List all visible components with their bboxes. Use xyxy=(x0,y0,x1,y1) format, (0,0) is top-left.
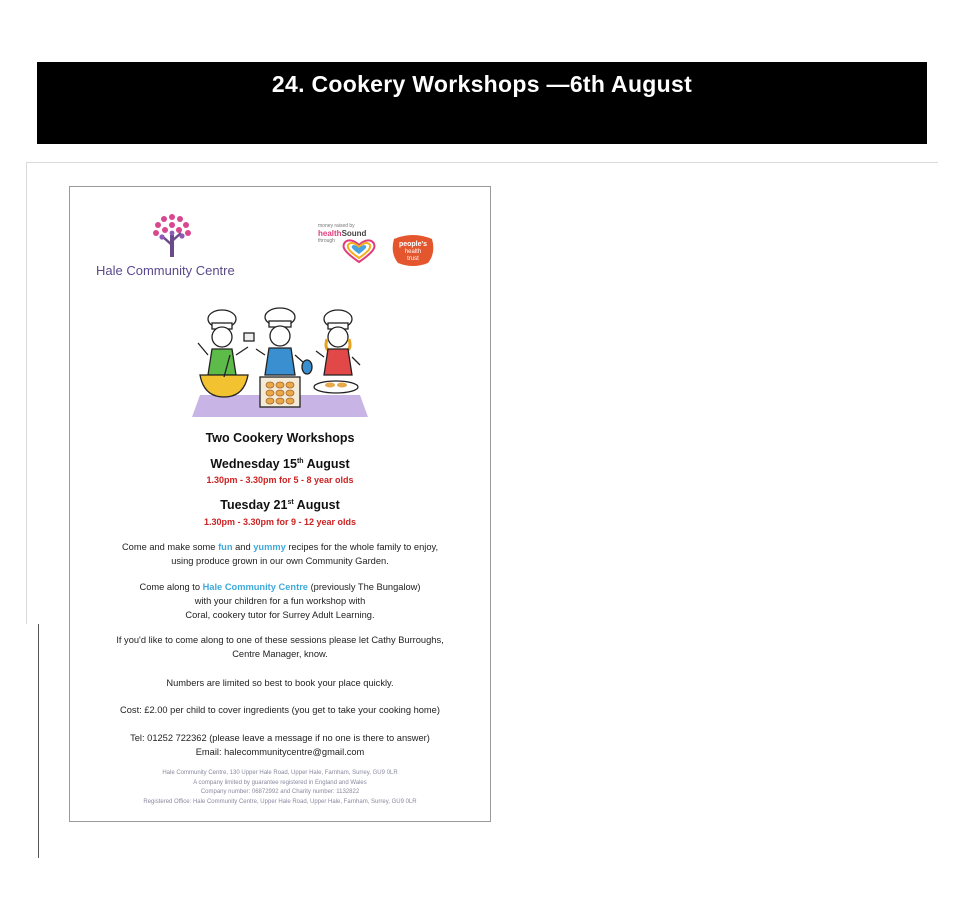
intro-text-c: recipes for the whole family to enjoy, xyxy=(285,542,439,552)
session1-day xyxy=(70,457,490,471)
venue-text-b: (previously The Bungalow) xyxy=(307,582,421,592)
session2-day-suffix: st xyxy=(287,498,294,506)
divider-top xyxy=(26,162,938,163)
sponsor-brand-b: Sound xyxy=(341,229,367,238)
booking-line1: If you'd like to come along to one of these sessions please let Cathy Burroughs, xyxy=(116,635,444,645)
intro-paragraph xyxy=(70,540,490,568)
intro-text-b: and xyxy=(232,542,254,552)
healthsound-logo xyxy=(318,223,380,273)
intro-yummy: yummy xyxy=(253,542,286,552)
chef-child-right xyxy=(316,310,360,375)
sponsor-brand xyxy=(318,229,380,238)
sponsor2-line2: health xyxy=(404,249,422,255)
session2-time: 1.30pm - 3.30pm for 9 - 12 year olds xyxy=(203,517,357,527)
org-name: Hale Community Centre xyxy=(96,263,235,278)
workshops-title: Two Cookery Workshops xyxy=(205,431,355,445)
booking-paragraph xyxy=(70,633,490,661)
cost-text: Cost: £2.00 per child to cover ingredients (you get to take your cooking home) xyxy=(120,705,440,715)
session2-day xyxy=(70,498,490,512)
children-cooking-illustration xyxy=(190,305,370,417)
tree-logo-icon xyxy=(150,211,194,261)
divider-left-lower xyxy=(38,624,39,858)
session1-month: August xyxy=(303,457,350,471)
venue-name: Hale Community Centre xyxy=(202,582,308,592)
sponsor-through: through xyxy=(318,238,335,244)
session1-day-suffix: th xyxy=(296,457,304,465)
venue-line3: Coral, cookery tutor for Surrey Adult Learning. xyxy=(185,610,375,620)
venue-paragraph xyxy=(70,580,490,622)
sponsor-brand-a: health xyxy=(318,229,342,238)
venue-line1 xyxy=(70,580,490,594)
workshop-flyer xyxy=(69,186,491,822)
peoples-health-trust-logo xyxy=(390,233,436,267)
page-title: 24. Cookery Workshops —6th August xyxy=(271,71,693,97)
booking-line2: Centre Manager, know. xyxy=(232,649,328,659)
numbers-limited-text: Numbers are limited so best to book your place quickly. xyxy=(166,678,394,688)
intro-text-a: Come and make some xyxy=(121,542,219,552)
chef-child-middle xyxy=(256,308,312,375)
footer-line2: A company limited by guarantee registered in England and Wales xyxy=(193,779,367,786)
sponsor2-line3: trust xyxy=(407,256,419,262)
contact-tel: Tel: 01252 722362 (please leave a message if no one is there to answer) xyxy=(130,733,430,743)
plate-of-biscuits xyxy=(314,381,358,393)
footer-line3: Company number: 06872992 and Charity number: 1132822 xyxy=(200,789,360,795)
divider-left-upper xyxy=(26,162,27,624)
intro-fun: fun xyxy=(218,542,233,552)
footer-line1: Hale Community Centre, 130 Upper Hale Road, Upper Hale, Farnham, Surrey, GU9 0LR xyxy=(162,770,398,776)
title-banner xyxy=(37,62,927,144)
session2-day-text: Tuesday 21 xyxy=(220,498,288,512)
heart-rainbow-icon xyxy=(340,238,378,264)
sponsor-caption: money raised by xyxy=(318,223,355,229)
contact-block xyxy=(70,731,490,759)
footer-line4: Registered Office: Hale Community Centre, Upper Hale Road, Upper Hale, Farnham, Surrey, GU9 0LR xyxy=(143,798,417,805)
session1-time: 1.30pm - 3.30pm for 5 - 8 year olds xyxy=(206,475,354,485)
contact-email: Email: halecommunitycentre@gmail.com xyxy=(195,747,365,757)
chef-child-left xyxy=(198,310,254,375)
flyer-footer xyxy=(70,769,490,807)
sponsor2-line1: people's xyxy=(398,241,428,248)
intro-line2: using produce grown in our own Community Garden. xyxy=(171,556,389,566)
venue-text-a: Come along to xyxy=(139,582,203,592)
session1-day-text: Wednesday 15 xyxy=(210,457,297,471)
session2-month: August xyxy=(293,498,340,512)
intro-line1 xyxy=(70,540,490,554)
venue-line2: with your children for a fun workshop with xyxy=(194,596,366,606)
